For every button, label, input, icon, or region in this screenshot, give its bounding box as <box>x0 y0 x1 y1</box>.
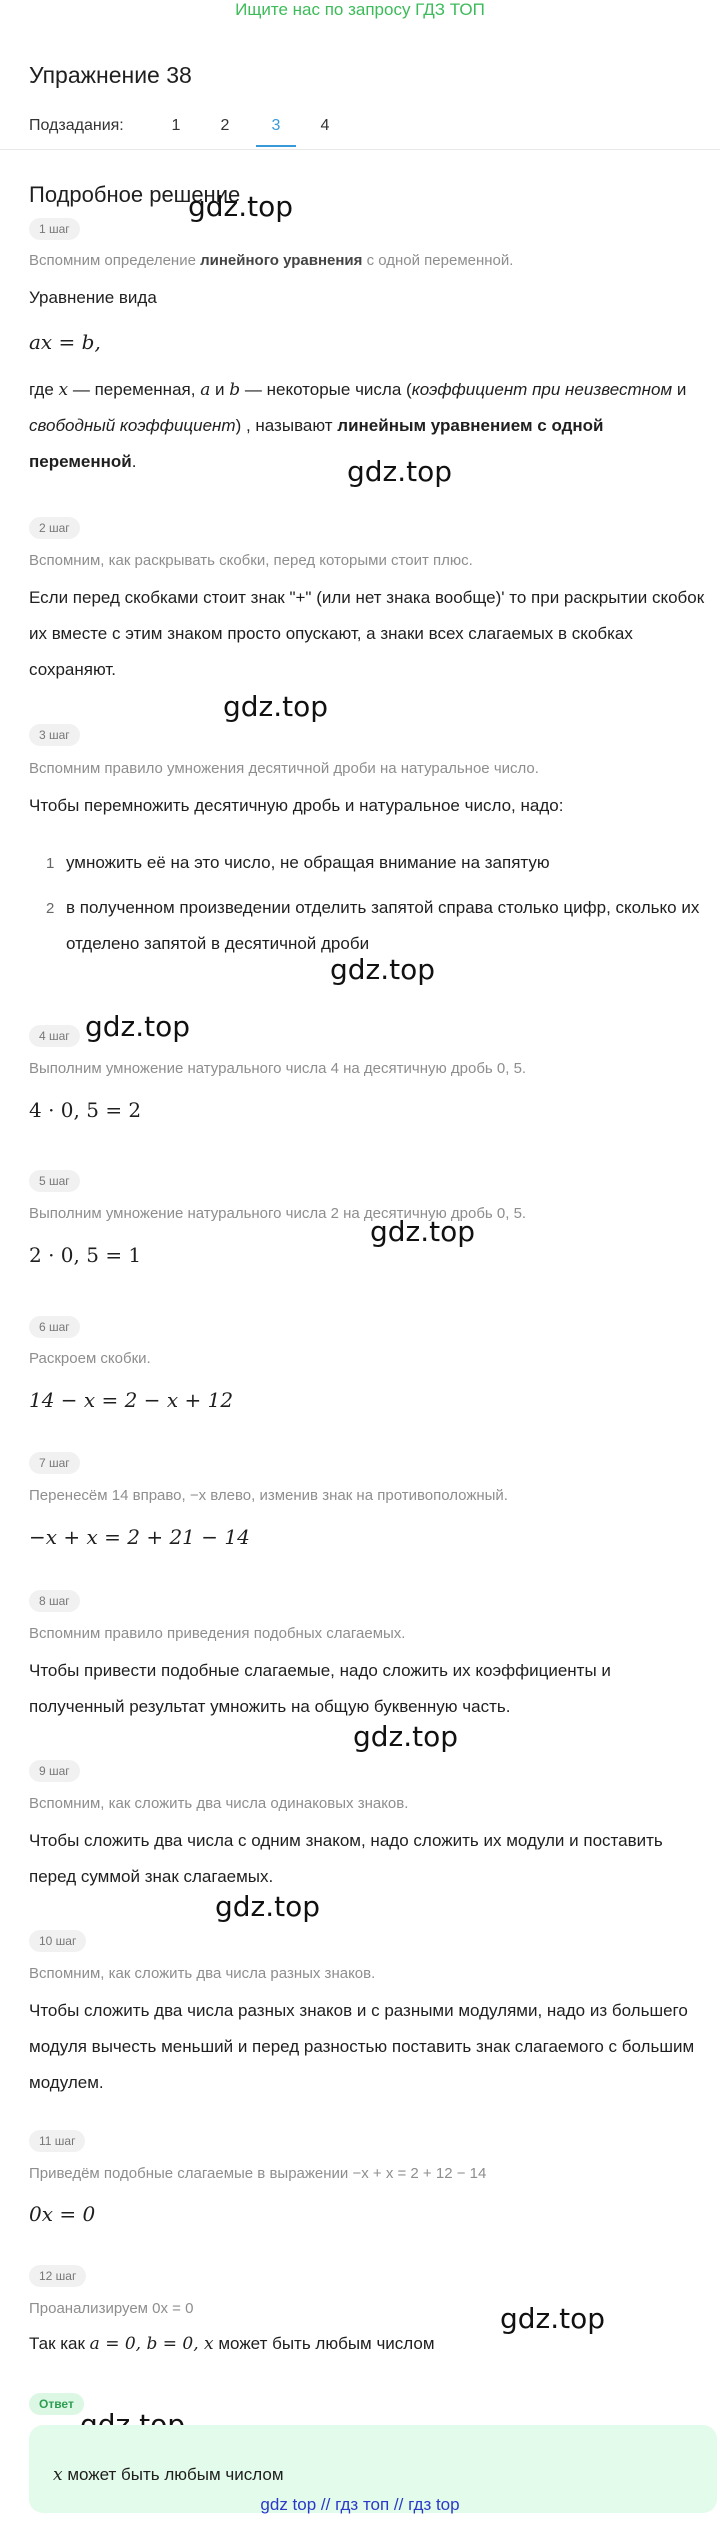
watermark: gdz.top <box>215 1890 321 1923</box>
step-badge: 3 шаг <box>29 724 80 746</box>
step-badge: 10 шаг <box>29 1930 86 1952</box>
subtask-tab-3[interactable]: 3 <box>256 117 296 147</box>
step-formula: ax = b, <box>29 330 101 354</box>
answer-text: x может быть любым числом <box>53 2465 284 2485</box>
step-badge: 1 шаг <box>29 218 80 240</box>
subtask-tab-4[interactable]: 4 <box>320 117 330 134</box>
subtasks-label: Подзадания: <box>29 117 124 134</box>
step-formula: −x + x = 2 + 21 − 14 <box>29 1525 250 1549</box>
subtask-tab-1[interactable]: 1 <box>171 117 181 134</box>
step-badge: 2 шаг <box>29 517 80 539</box>
step-hint: Перенесём 14 вправо, −x влево, изменив знак на противоположный. <box>29 1487 508 1504</box>
list-item-number: 1 <box>46 855 55 872</box>
list-item: умножить её на это число, не обращая внимание на запятую <box>66 853 550 872</box>
answer-badge: Ответ <box>29 2393 84 2415</box>
footer-links[interactable]: gdz top // гдз топ // гдз top <box>260 2495 460 2514</box>
solution-heading: Подробное решение <box>29 182 241 207</box>
step-hint: Раскроем скобки. <box>29 1350 151 1367</box>
step-hint: Выполним умножение натурального числа 2 на десятичную дробь 0, 5. <box>29 1205 527 1222</box>
step-hint: Вспомним правило приведения подобных слагаемых. <box>29 1625 406 1642</box>
watermark: gdz.top <box>500 2302 606 2335</box>
step-badge: 7 шаг <box>29 1452 80 1474</box>
step-formula: 0x = 0 <box>29 2202 96 2226</box>
step-hint: Вспомним определение линейного уравнения с одной переменной. <box>29 252 514 269</box>
watermark: gdz.top <box>353 1720 459 1753</box>
step-formula: 4 · 0, 5 = 2 <box>29 1098 142 1122</box>
step-hint: Вспомним, как сложить два числа разных знаков. <box>29 1965 376 1982</box>
step-hint: Вспомним правило умножения десятичной дроби на натуральное число. <box>29 760 539 777</box>
watermark: gdz.top <box>223 690 329 723</box>
step-text: Чтобы сложить два числа разных знаков и с разными модулями, надо из большего модуля вычесть меньший и перед разностью поставить знак слагаемого с большим модулем. <box>29 2001 695 2092</box>
step-hint: Выполним умножение натурального числа 4 на десятичную дробь 0, 5. <box>29 1060 527 1077</box>
step-text: Чтобы привести подобные слагаемые, надо сложить их коэффициенты и полученный результат умножить на общую буквенную часть. <box>29 1661 611 1716</box>
step-hint: Вспомним, как раскрывать скобки, перед которыми стоит плюс. <box>29 552 473 569</box>
step-hint: Приведём подобные слагаемые в выражении −x + x = 2 + 12 − 14 <box>29 2165 487 2182</box>
step-text: где x — переменная, a и b — некоторые числа (коэффициент при неизвестном и свободный коэффициент) , называют линейным уравнением с одной переменной. <box>29 380 687 471</box>
watermark: gdz.top <box>370 1215 476 1248</box>
watermark: gdz.top <box>188 190 294 223</box>
divider <box>0 149 720 150</box>
subtask-tab-2[interactable]: 2 <box>220 117 230 134</box>
list-item-number: 2 <box>46 900 55 917</box>
step-badge: 5 шаг <box>29 1170 80 1192</box>
step-badge: 4 шаг <box>29 1025 80 1047</box>
step-formula: 14 − x = 2 − x + 12 <box>29 1388 234 1412</box>
step-text: Чтобы перемножить десятичную дробь и натуральное число, надо: <box>29 796 564 815</box>
watermark: gdz.top <box>347 455 453 488</box>
step-text: Если перед скобками стоит знак "+" (или нет знака вообще)' то при раскрытии скобок их вместе с этим знаком просто опускают, а знаки всех слагаемых в скобках сохраняют. <box>29 588 705 679</box>
step-text: Чтобы сложить два числа с одним знаком, надо сложить их модули и поставить перед суммой знак слагаемых. <box>29 1831 663 1886</box>
step-badge: 12 шаг <box>29 2265 86 2287</box>
step-badge: 9 шаг <box>29 1760 80 1782</box>
step-hint: Вспомним, как сложить два числа одинаковых знаков. <box>29 1795 409 1812</box>
step-hint: Проанализируем 0x = 0 <box>29 2300 194 2317</box>
exercise-title: Упражнение 38 <box>29 62 192 88</box>
list-item: в полученном произведении отделить запятой справа столько цифр, сколько их отделено запятой в десятичной дроби <box>66 898 700 953</box>
step-text: Так как a = 0, b = 0, x может быть любым числом <box>29 2334 435 2354</box>
watermark: gdz.top <box>85 1010 191 1043</box>
step-formula: 2 · 0, 5 = 1 <box>29 1243 142 1267</box>
promo-banner[interactable]: Ищите нас по запросу ГДЗ ТОП <box>235 0 485 19</box>
step-badge: 6 шаг <box>29 1316 80 1338</box>
watermark: gdz.top <box>330 953 436 986</box>
step-badge: 11 шаг <box>29 2130 85 2152</box>
step-badge: 8 шаг <box>29 1590 80 1612</box>
step-text: Уравнение вида <box>29 288 157 307</box>
subtasks-nav <box>29 117 709 149</box>
